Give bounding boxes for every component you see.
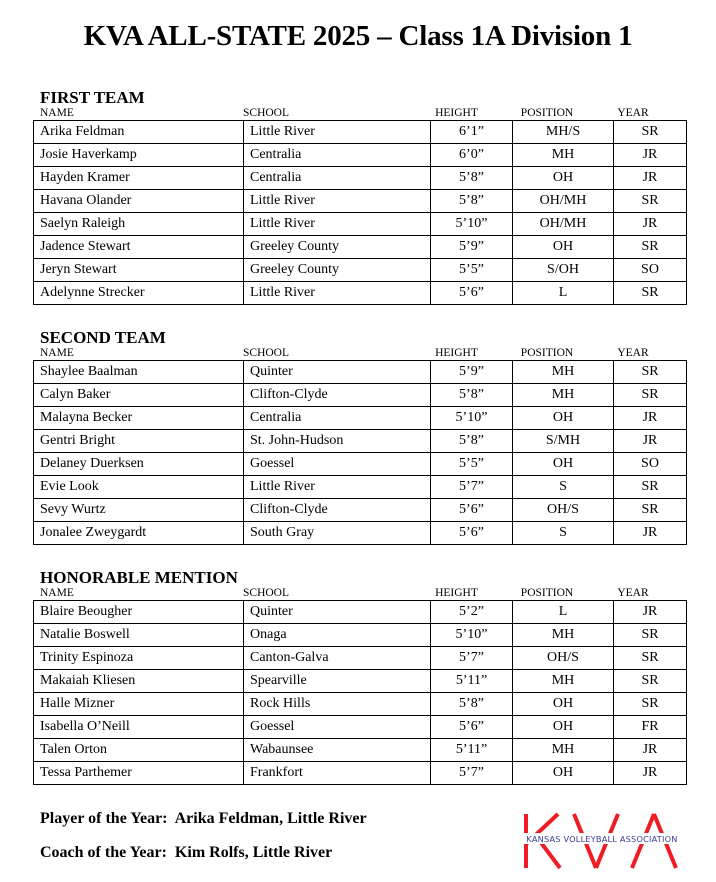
cell-year: JR bbox=[614, 430, 687, 453]
cell-year: SR bbox=[614, 499, 687, 522]
cell-height: 5’6” bbox=[431, 282, 513, 305]
table-row bbox=[34, 259, 687, 282]
column-header-name: NAME bbox=[40, 347, 74, 359]
table-row bbox=[34, 144, 687, 167]
cell-height: 5’8” bbox=[431, 167, 513, 190]
cell-height: 5’8” bbox=[431, 190, 513, 213]
column-header-year: YEAR bbox=[617, 587, 649, 599]
table-row bbox=[34, 739, 687, 762]
cell-school: Onaga bbox=[244, 624, 431, 647]
cell-year: JR bbox=[614, 144, 687, 167]
cell-height: 6’1” bbox=[431, 121, 513, 144]
table-row bbox=[34, 236, 687, 259]
cell-year: SR bbox=[614, 476, 687, 499]
cell-year: SR bbox=[614, 282, 687, 305]
section-title: HONORABLE MENTION bbox=[40, 568, 238, 587]
player-of-the-year: Player of the Year: Arika Feldman, Little River bbox=[40, 810, 367, 827]
table-row bbox=[34, 190, 687, 213]
cell-year: SR bbox=[614, 121, 687, 144]
table-row bbox=[34, 282, 687, 305]
column-header-year: YEAR bbox=[617, 347, 649, 359]
column-header-name: NAME bbox=[40, 107, 74, 119]
cell-position: OH bbox=[513, 693, 614, 716]
cell-position: OH/MH bbox=[513, 213, 614, 236]
cell-height: 6’0” bbox=[431, 144, 513, 167]
cell-height: 5’11” bbox=[431, 739, 513, 762]
cell-name: Sevy Wurtz bbox=[34, 499, 244, 522]
cell-name: Delaney Duerksen bbox=[34, 453, 244, 476]
table-row bbox=[34, 499, 687, 522]
cell-school: Goessel bbox=[244, 453, 431, 476]
cell-year: SO bbox=[614, 453, 687, 476]
cell-position: OH bbox=[513, 236, 614, 259]
page-title: KVA ALL-STATE 2025 – Class 1A Division 1 bbox=[83, 20, 633, 52]
cell-height: 5’9” bbox=[431, 236, 513, 259]
cell-height: 5’7” bbox=[431, 476, 513, 499]
cell-school: Little River bbox=[244, 476, 431, 499]
column-header-school: SCHOOL bbox=[243, 107, 290, 119]
table-row bbox=[34, 762, 687, 785]
roster-table bbox=[33, 120, 687, 305]
kva-logo bbox=[512, 808, 688, 876]
cell-year: JR bbox=[614, 167, 687, 190]
cell-year: JR bbox=[614, 213, 687, 236]
cell-name: Tessa Parthemer bbox=[34, 762, 244, 785]
column-headers bbox=[33, 107, 670, 120]
cell-school: Clifton-Clyde bbox=[244, 384, 431, 407]
cell-school: Wabaunsee bbox=[244, 739, 431, 762]
svg-text:KANSAS VOLLEYBALL ASSOCIATION: KANSAS VOLLEYBALL ASSOCIATION bbox=[526, 834, 678, 844]
cell-position: OH bbox=[513, 407, 614, 430]
cell-name: Calyn Baker bbox=[34, 384, 244, 407]
cell-position: L bbox=[513, 601, 614, 624]
cell-name: Evie Look bbox=[34, 476, 244, 499]
cell-school: Little River bbox=[244, 121, 431, 144]
cell-year: SR bbox=[614, 190, 687, 213]
cell-position: MH bbox=[513, 144, 614, 167]
cell-name: Gentri Bright bbox=[34, 430, 244, 453]
cell-year: JR bbox=[614, 522, 687, 545]
cell-year: SR bbox=[614, 647, 687, 670]
cell-school: Quinter bbox=[244, 601, 431, 624]
cell-height: 5’9” bbox=[431, 361, 513, 384]
cell-year: SO bbox=[614, 259, 687, 282]
cell-position: S bbox=[513, 522, 614, 545]
cell-name: Isabella O’Neill bbox=[34, 716, 244, 739]
cell-height: 5’11” bbox=[431, 670, 513, 693]
cell-name: Jonalee Zweygardt bbox=[34, 522, 244, 545]
table-row bbox=[34, 430, 687, 453]
cell-year: JR bbox=[614, 407, 687, 430]
table-row bbox=[34, 407, 687, 430]
table-row bbox=[34, 647, 687, 670]
cell-position: OH bbox=[513, 762, 614, 785]
column-header-year: YEAR bbox=[617, 107, 649, 119]
cell-school: Little River bbox=[244, 190, 431, 213]
cell-name: Trinity Espinoza bbox=[34, 647, 244, 670]
column-header-height: HEIGHT bbox=[435, 347, 478, 359]
cell-school: Clifton-Clyde bbox=[244, 499, 431, 522]
cell-year: SR bbox=[614, 670, 687, 693]
cell-position: MH bbox=[513, 739, 614, 762]
cell-height: 5’10” bbox=[431, 407, 513, 430]
table-row bbox=[34, 167, 687, 190]
cell-school: Little River bbox=[244, 213, 431, 236]
cell-year: SR bbox=[614, 384, 687, 407]
column-header-school: SCHOOL bbox=[243, 587, 290, 599]
cell-name: Hayden Kramer bbox=[34, 167, 244, 190]
cell-position: OH/S bbox=[513, 499, 614, 522]
cell-height: 5’8” bbox=[431, 430, 513, 453]
table-row bbox=[34, 384, 687, 407]
cell-height: 5’6” bbox=[431, 499, 513, 522]
table-row bbox=[34, 693, 687, 716]
cell-year: FR bbox=[614, 716, 687, 739]
cell-name: Talen Orton bbox=[34, 739, 244, 762]
cell-school: Greeley County bbox=[244, 259, 431, 282]
cell-name: Natalie Boswell bbox=[34, 624, 244, 647]
cell-height: 5’10” bbox=[431, 624, 513, 647]
cell-height: 5’2” bbox=[431, 601, 513, 624]
table-row bbox=[34, 522, 687, 545]
cell-position: OH bbox=[513, 453, 614, 476]
column-header-position: POSITION bbox=[520, 587, 574, 599]
cell-name: Jeryn Stewart bbox=[34, 259, 244, 282]
section-title: SECOND TEAM bbox=[40, 328, 166, 347]
cell-school: Centralia bbox=[244, 407, 431, 430]
cell-school: Canton-Galva bbox=[244, 647, 431, 670]
column-header-name: NAME bbox=[40, 587, 74, 599]
cell-school: St. John-Hudson bbox=[244, 430, 431, 453]
cell-school: South Gray bbox=[244, 522, 431, 545]
column-headers bbox=[33, 347, 670, 360]
cell-height: 5’8” bbox=[431, 384, 513, 407]
cell-year: SR bbox=[614, 236, 687, 259]
cell-position: S/MH bbox=[513, 430, 614, 453]
cell-name: Havana Olander bbox=[34, 190, 244, 213]
section-title: FIRST TEAM bbox=[40, 88, 145, 107]
cell-name: Jadence Stewart bbox=[34, 236, 244, 259]
column-header-school: SCHOOL bbox=[243, 347, 290, 359]
cell-school: Goessel bbox=[244, 716, 431, 739]
cell-position: OH/MH bbox=[513, 190, 614, 213]
cell-name: Arika Feldman bbox=[34, 121, 244, 144]
cell-school: Little River bbox=[244, 282, 431, 305]
cell-height: 5’6” bbox=[431, 716, 513, 739]
table-row bbox=[34, 624, 687, 647]
cell-height: 5’5” bbox=[431, 259, 513, 282]
section-second-team bbox=[33, 329, 670, 545]
cell-name: Malayna Becker bbox=[34, 407, 244, 430]
cell-height: 5’10” bbox=[431, 213, 513, 236]
cell-position: OH/S bbox=[513, 647, 614, 670]
cell-year: SR bbox=[614, 693, 687, 716]
cell-position: MH bbox=[513, 670, 614, 693]
cell-position: MH bbox=[513, 384, 614, 407]
table-row bbox=[34, 361, 687, 384]
table-row bbox=[34, 121, 687, 144]
cell-name: Saelyn Raleigh bbox=[34, 213, 244, 236]
cell-name: Blaire Beougher bbox=[34, 601, 244, 624]
table-row bbox=[34, 453, 687, 476]
cell-school: Quinter bbox=[244, 361, 431, 384]
table-row bbox=[34, 670, 687, 693]
cell-school: Centralia bbox=[244, 144, 431, 167]
column-headers bbox=[33, 587, 670, 600]
cell-school: Centralia bbox=[244, 167, 431, 190]
cell-year: JR bbox=[614, 762, 687, 785]
cell-name: Josie Haverkamp bbox=[34, 144, 244, 167]
roster-table bbox=[33, 600, 687, 785]
cell-position: L bbox=[513, 282, 614, 305]
cell-school: Rock Hills bbox=[244, 693, 431, 716]
column-header-height: HEIGHT bbox=[435, 587, 478, 599]
cell-position: MH bbox=[513, 361, 614, 384]
kva-logo-graphic bbox=[512, 808, 688, 876]
roster-table bbox=[33, 360, 687, 545]
cell-position: OH bbox=[513, 716, 614, 739]
cell-school: Frankfort bbox=[244, 762, 431, 785]
cell-height: 5’7” bbox=[431, 647, 513, 670]
cell-name: Adelynne Strecker bbox=[34, 282, 244, 305]
cell-height: 5’6” bbox=[431, 522, 513, 545]
cell-year: SR bbox=[614, 361, 687, 384]
awards bbox=[40, 810, 367, 878]
cell-position: S/OH bbox=[513, 259, 614, 282]
cell-position: MH bbox=[513, 624, 614, 647]
cell-position: S bbox=[513, 476, 614, 499]
column-header-position: POSITION bbox=[520, 107, 574, 119]
table-row bbox=[34, 601, 687, 624]
cell-name: Makaiah Kliesen bbox=[34, 670, 244, 693]
cell-height: 5’8” bbox=[431, 693, 513, 716]
cell-school: Greeley County bbox=[244, 236, 431, 259]
table-row bbox=[34, 476, 687, 499]
table-row bbox=[34, 213, 687, 236]
cell-height: 5’5” bbox=[431, 453, 513, 476]
coach-of-the-year: Coach of the Year: Kim Rolfs, Little River bbox=[40, 844, 333, 861]
cell-position: OH bbox=[513, 167, 614, 190]
cell-year: SR bbox=[614, 624, 687, 647]
table-row bbox=[34, 716, 687, 739]
cell-name: Shaylee Baalman bbox=[34, 361, 244, 384]
column-header-position: POSITION bbox=[520, 347, 574, 359]
cell-year: JR bbox=[614, 739, 687, 762]
cell-year: JR bbox=[614, 601, 687, 624]
cell-position: MH/S bbox=[513, 121, 614, 144]
cell-school: Spearville bbox=[244, 670, 431, 693]
cell-name: Halle Mizner bbox=[34, 693, 244, 716]
cell-height: 5’7” bbox=[431, 762, 513, 785]
section-honorable-mention bbox=[33, 569, 670, 785]
section-first-team bbox=[33, 89, 670, 305]
column-header-height: HEIGHT bbox=[435, 107, 478, 119]
